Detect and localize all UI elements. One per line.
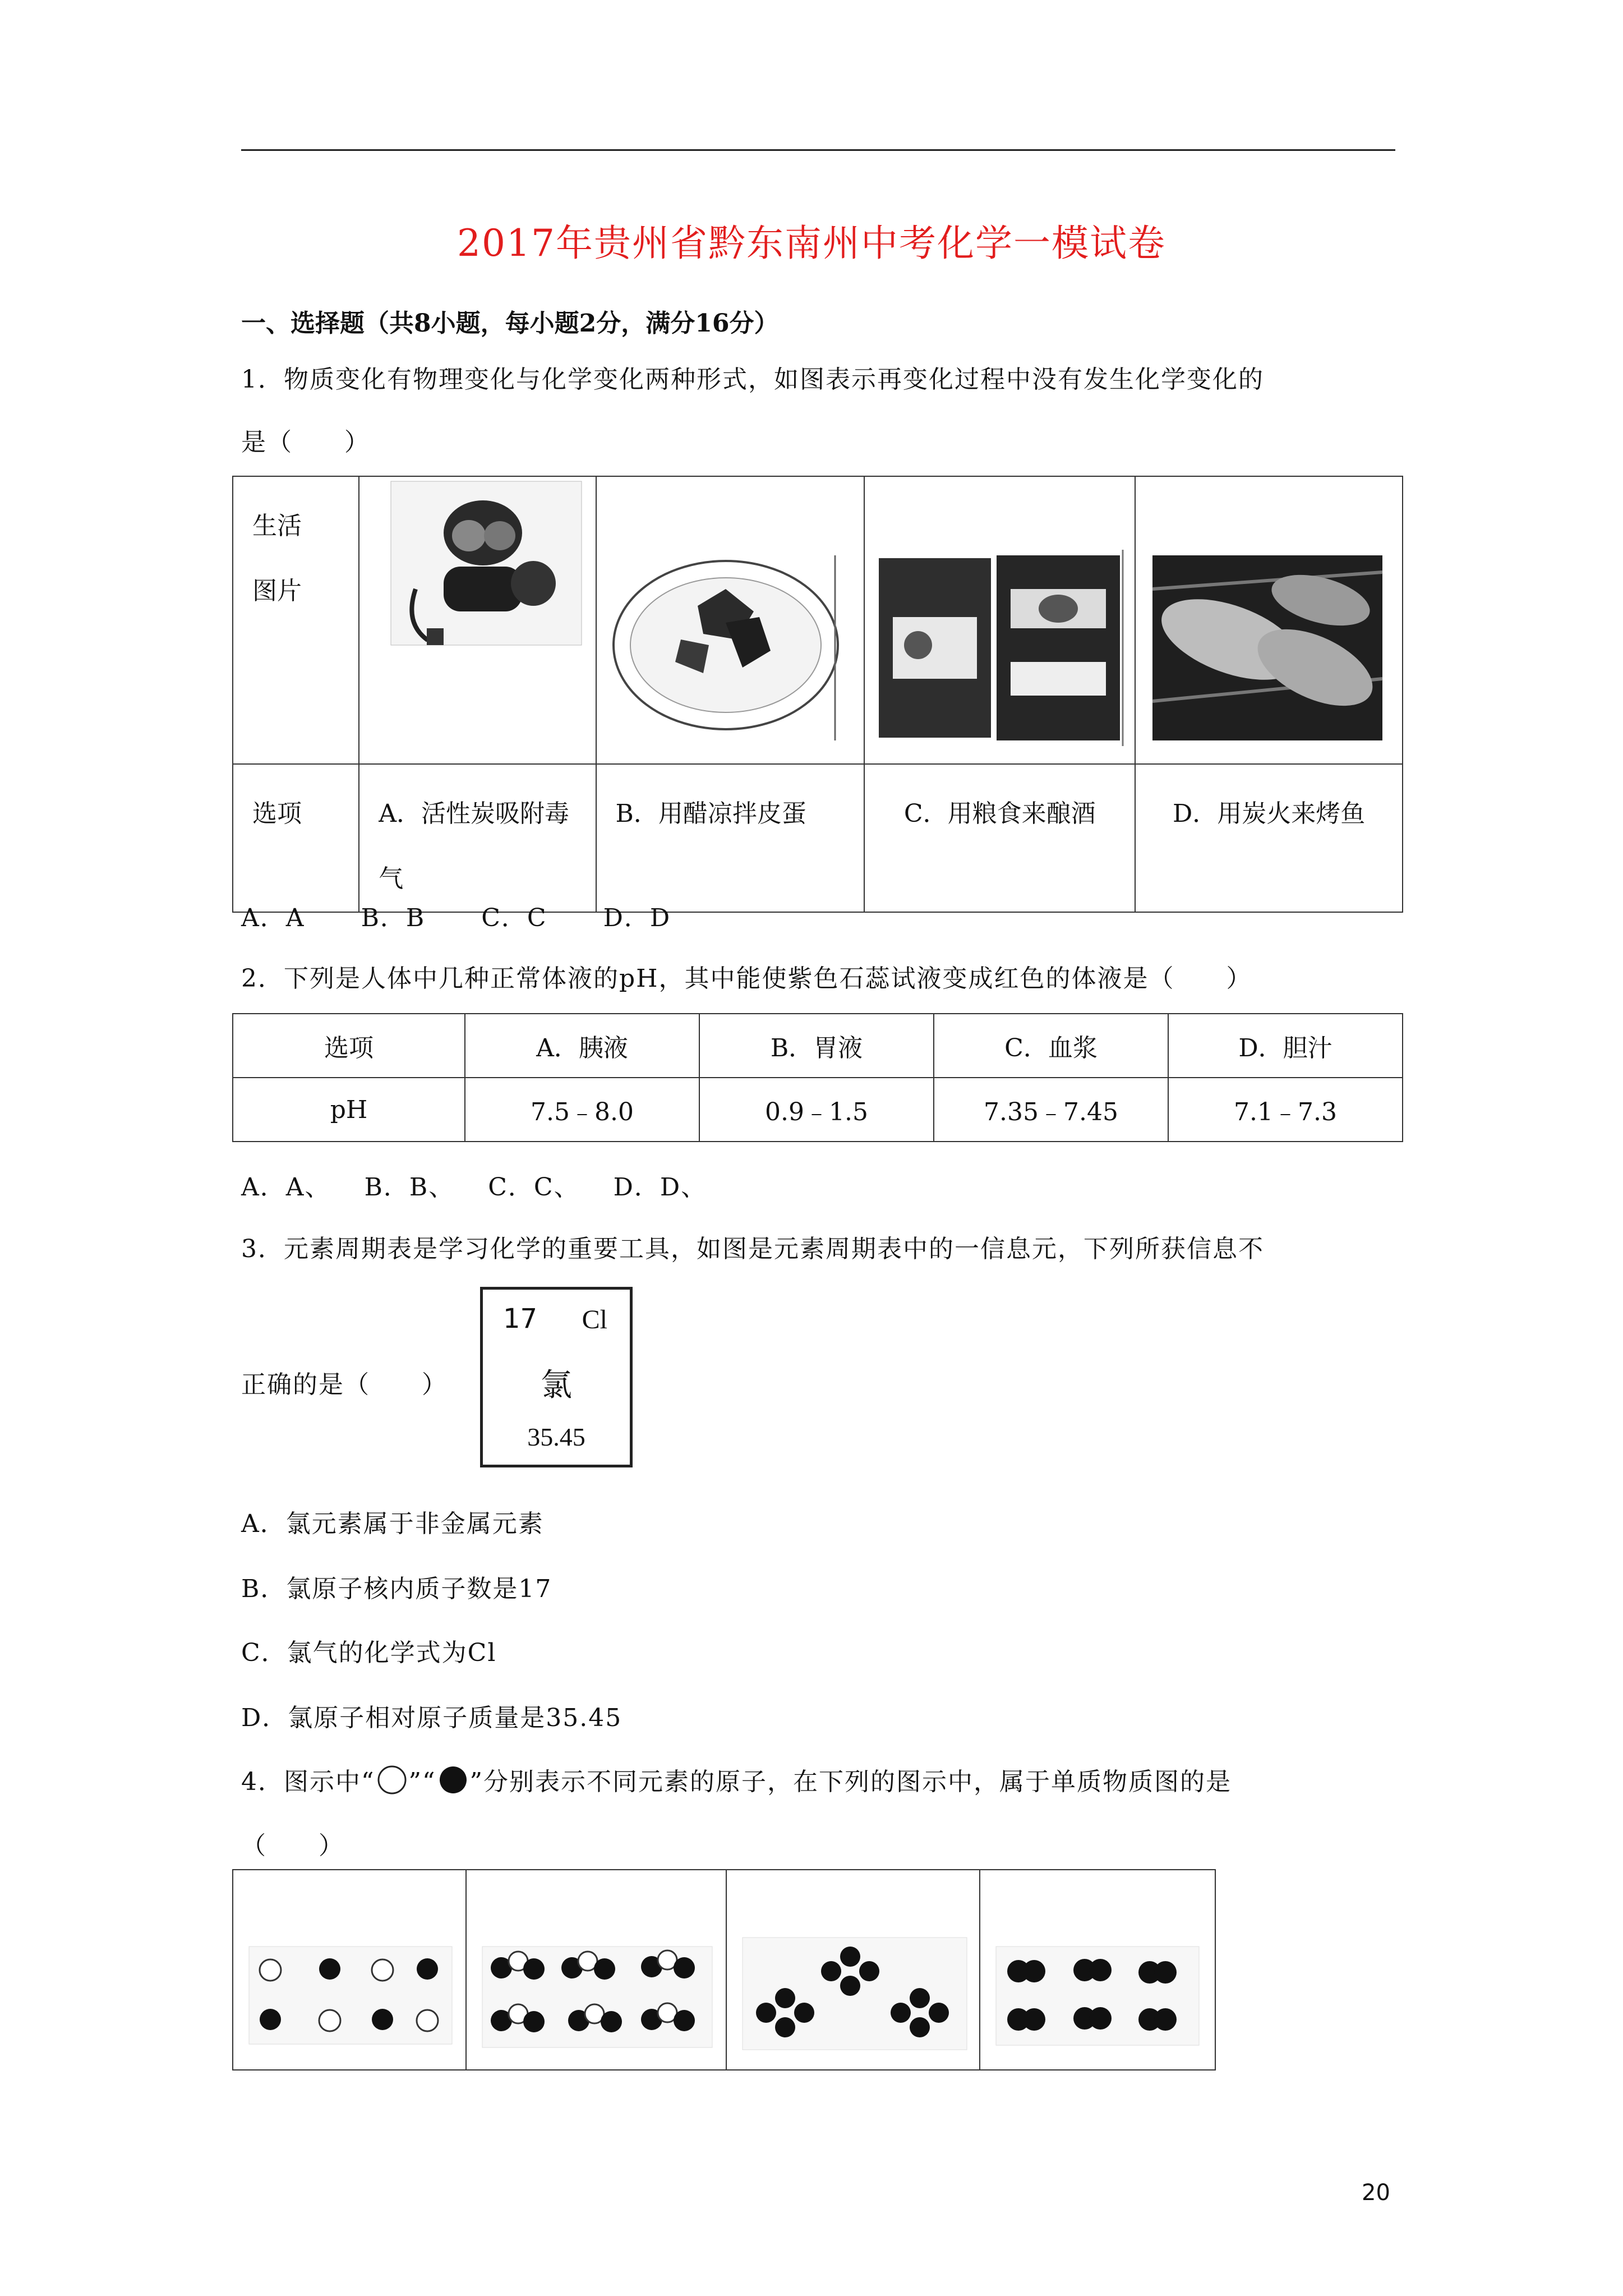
q3-text-line1: 3．元素周期表是学习化学的重要工具，如图是元素周期表中的一信息元，下列所获信息不 xyxy=(241,1235,1264,1263)
section-heading: 一、选择题（共8小题，每小题2分，满分16分） xyxy=(241,309,779,338)
q4-text-line2: （ ） xyxy=(241,1832,344,1860)
q2-choice-d[interactable]: D．D、 xyxy=(613,1173,707,1202)
q4-diagram-c[interactable] xyxy=(726,1870,980,2070)
q3-option-c[interactable]: C．氯气的化学式为Cl xyxy=(241,1639,497,1667)
q4-diagram-d[interactable] xyxy=(980,1870,1215,2070)
white-atom-icon xyxy=(375,1764,409,1802)
q1-option-c: C．用粮食来酿酒 xyxy=(864,764,1135,912)
q1-option-a: A．活性炭吸附毒气 xyxy=(359,764,596,912)
element-mass: 35.45 xyxy=(527,1423,585,1451)
q2-header-cell: A．胰液 xyxy=(465,1014,699,1078)
q2-choice-b[interactable]: B．B、 xyxy=(364,1173,455,1202)
q1-choice-c[interactable]: C．C xyxy=(481,904,547,932)
q2-ph-cell: 7.5﹣8.0 xyxy=(465,1078,699,1142)
page-number: 20 xyxy=(1362,2180,1390,2206)
q1-choice-d[interactable]: D．D xyxy=(603,904,671,932)
q3-option-d[interactable]: D．氯原子相对原子质量是35.45 xyxy=(241,1704,623,1732)
q1-choice-a[interactable]: A．A xyxy=(241,904,305,932)
q4-diagram-b[interactable] xyxy=(466,1870,726,2070)
q1-row-head-options: 选项 xyxy=(233,764,359,912)
q2-header-cell: B．胃液 xyxy=(699,1014,934,1078)
page-title: 2017年贵州省黔东南州中考化学一模试卷 xyxy=(457,222,1166,265)
q4-text-line1 xyxy=(241,1761,1232,1802)
header-rule xyxy=(241,149,1395,151)
q1-image-plate xyxy=(596,476,865,764)
q4-text-a: 4．图示中“ xyxy=(241,1768,375,1796)
q2-table xyxy=(232,1013,1403,1142)
q2-header-cell: D．胆汁 xyxy=(1168,1014,1403,1078)
q1-image-gas-mask xyxy=(359,476,596,764)
q2-header-cell: 选项 xyxy=(233,1014,465,1078)
element-tile-chlorine xyxy=(480,1287,633,1467)
black-atom-icon xyxy=(436,1764,470,1802)
q2-choice-c[interactable]: C．C、 xyxy=(488,1173,580,1202)
q4-text-b: ”“ xyxy=(408,1768,436,1796)
q2-ph-cell: 7.35﹣7.45 xyxy=(934,1078,1168,1142)
q1-table xyxy=(232,476,1403,913)
q4-diagram-a[interactable] xyxy=(233,1870,466,2070)
q1-option-d: D．用炭火来烤鱼 xyxy=(1135,764,1403,912)
q3-option-a[interactable]: A．氯元素属于非金属元素 xyxy=(241,1510,544,1538)
q4-table xyxy=(232,1869,1216,2070)
q1-image-grilled-fish xyxy=(1135,476,1403,764)
q3-option-b[interactable]: B．氯原子核内质子数是17 xyxy=(241,1575,552,1603)
element-symbol: Cl xyxy=(582,1305,607,1335)
q1-choices xyxy=(241,898,727,933)
q2-choices xyxy=(241,1167,740,1203)
q2-choice-a[interactable]: A．A、 xyxy=(241,1173,331,1202)
q1-text-line1: 1．物质变化有物理变化与化学变化两种形式，如图表示再变化过程中没有发生化学变化的 xyxy=(241,365,1264,394)
q3-text-line2: 正确的是（ ） xyxy=(241,1370,448,1399)
q1-row-head-pictures: 生活图片 xyxy=(233,476,359,764)
q2-text-line1: 2．下列是人体中几种正常体液的pH，其中能使紫色石蕊试液变成红色的体液是（ ） xyxy=(241,964,1252,993)
q2-header-cell: C．血浆 xyxy=(934,1014,1168,1078)
element-name: 氯 xyxy=(541,1367,572,1404)
q1-text-line2: 是（ ） xyxy=(241,428,370,457)
q1-option-b: B．用醋凉拌皮蛋 xyxy=(596,764,865,912)
q1-choice-b[interactable]: B．B xyxy=(361,904,426,932)
q4-text-c: ”分别表示不同元素的原子，在下列的图示中，属于单质物质图的是 xyxy=(469,1768,1232,1796)
q2-ph-cell: pH xyxy=(233,1078,465,1142)
element-atomic-number: 17 xyxy=(503,1303,538,1335)
q2-ph-cell: 7.1﹣7.3 xyxy=(1168,1078,1403,1142)
q1-image-liquor xyxy=(864,476,1135,764)
q2-ph-cell: 0.9﹣1.5 xyxy=(699,1078,934,1142)
